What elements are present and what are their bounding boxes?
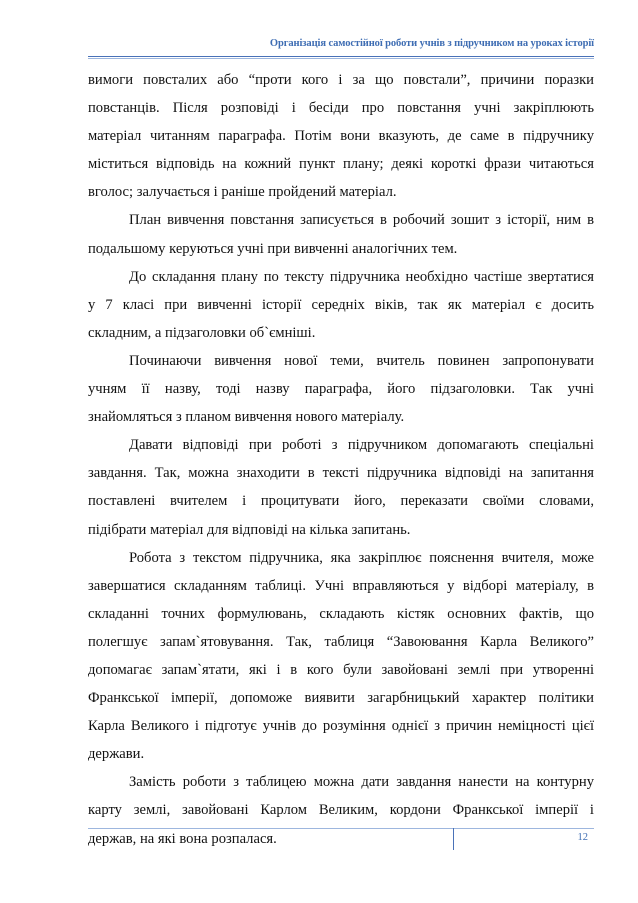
text-line: Давати відповіді при роботі з підручником допомагають спеціальні [129, 437, 594, 454]
text-line: Замість роботи з таблицею можна дати завдання нанести на контурну [129, 774, 594, 791]
paragraph-4 [88, 347, 594, 431]
page-header [88, 38, 594, 58]
header-rule-secondary [88, 58, 594, 59]
text-line: До складання плану по тексту підручника необхідно частіше звертатися [129, 268, 594, 285]
body-text [88, 66, 594, 853]
text-line: допомагає запам`ятати, які і в кого були завойовані землі при утворенні [88, 661, 594, 678]
text-line: завершатися складанням таблиці. Учні вправляються у відборі матеріалу, в [88, 577, 594, 594]
text-line: карту землі, завойовані Карлом Великим, кордони Франкської імперії і [88, 802, 594, 819]
text-line: поставлені вчителем і процитувати його, переказати своїми словами, [88, 493, 594, 510]
paragraph-3 [88, 263, 594, 347]
text-line: складанні точних формулювань, складають кістяк основних фактів, що [88, 605, 594, 622]
page-number-box [453, 828, 594, 850]
text-line: учням її назву, тоді назву параграфа, його підзаголовки. Так учні [88, 381, 594, 398]
text-line: Карла Великого і підготує учнів до розуміння однієї з причин неміцності цієї [88, 718, 594, 735]
text-line: вголос; залучається і раніше пройдений матеріал. [88, 184, 397, 201]
text-line: у 7 класі при вивченні історії середніх віків, так як матеріал є досить [88, 296, 594, 313]
paragraph-6 [88, 544, 594, 769]
paragraph-1 [88, 66, 594, 206]
text-line: План вивчення повстання записується в робочий зошит з історії, ним в [129, 212, 594, 229]
header-rule [88, 56, 594, 57]
page-number: 12 [577, 832, 588, 843]
text-line: матеріал читанням параграфа. Потім вони вказують, де саме в підручнику [88, 128, 594, 145]
text-line: знайомляться з планом вивчення нового матеріалу. [88, 409, 405, 426]
paragraph-5 [88, 431, 594, 543]
text-line: вимоги повсталих або “проти кого і за що повстали”, причини поразки [88, 72, 594, 88]
text-line: завдання. Так, можна знаходити в тексті підручника відповіді на запитання [88, 465, 594, 482]
text-line: повстанців. Після розповіді і бесіди про повстання учні закріплюють [88, 100, 594, 117]
text-line: складним, а підзаголовки об`ємніші. [88, 324, 316, 341]
text-line: подальшому керуються учні при вивченні аналогічних тем. [88, 240, 458, 257]
text-line: підібрати матеріал для відповіді на кілька запитань. [88, 521, 411, 538]
header-title: Організація самостійної роботи учнів з підручником на уроках історії [269, 38, 594, 49]
text-line: Франкської імперії, допоможе виявити загарбницький характер політики [88, 690, 594, 707]
text-line: Робота з текстом підручника, яка закріплює пояснення вчителя, може [129, 549, 594, 566]
text-line: міститься відповідь на кожний пункт плану; деякі короткі фрази читаються [88, 156, 594, 173]
paragraph-2 [88, 206, 594, 262]
text-line: полегшує запам`ятовування. Так, таблиця “Завоювання Карла Великого” [88, 633, 594, 650]
text-line: держав, на які вона розпалася. [88, 830, 277, 847]
page-footer [88, 828, 594, 852]
text-line: Починаючи вивчення нової теми, вчитель повинен запропонувати [129, 352, 594, 369]
text-line: держави. [88, 746, 145, 763]
